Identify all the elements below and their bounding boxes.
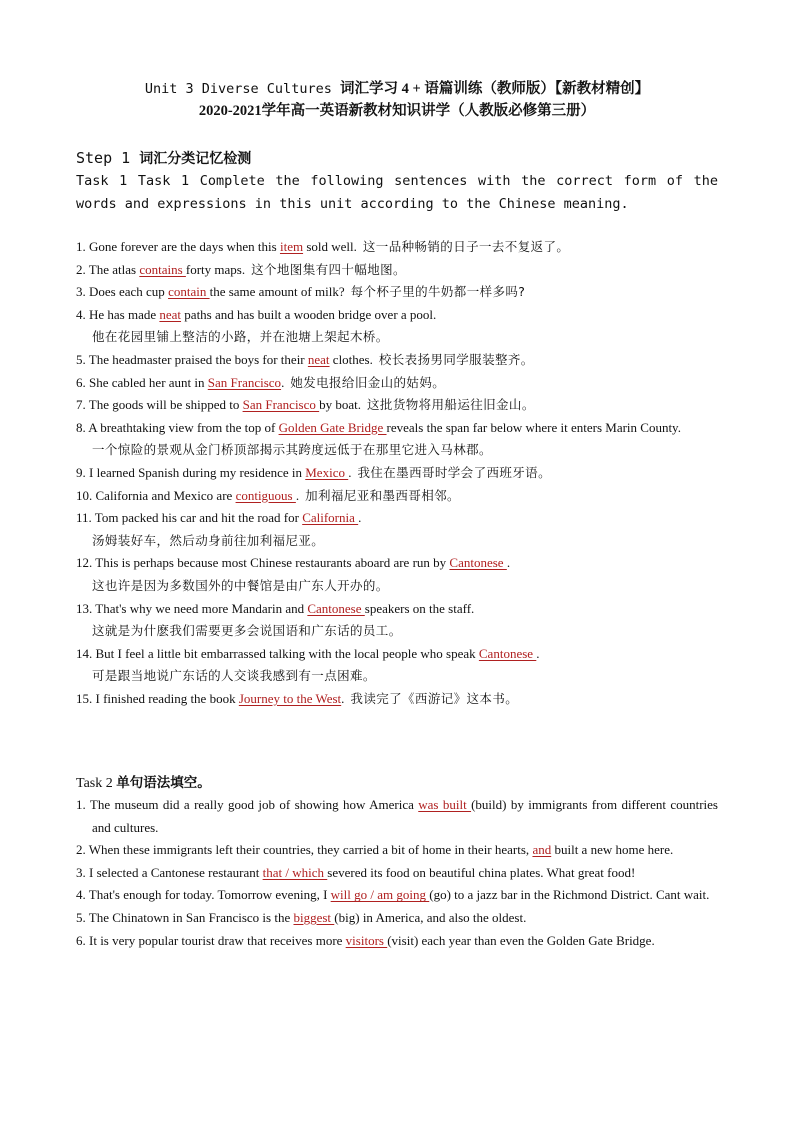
answer-text: was built — [418, 797, 472, 812]
chinese-translation: 这一品种畅销的日子一去不复返了。 — [362, 239, 570, 254]
task1-list — [76, 236, 718, 710]
sentence-text: . — [341, 690, 345, 706]
sentence-text: speakers on the staff. — [364, 600, 475, 616]
sentence-text: (build) by immigrants from different countries and cultures. — [92, 797, 718, 835]
sentence-text: . — [295, 487, 300, 503]
answer-text: contains — [139, 261, 186, 277]
sentence-text: clothes. — [329, 351, 373, 367]
answer-text: neat — [159, 306, 182, 322]
sentence-text: . — [348, 464, 352, 480]
sentence-text: A breathtaking view from the top of — [88, 419, 279, 435]
answer-text: contain — [168, 284, 210, 300]
chinese-translation: 可是跟当地说广东话的人交谈我感到有一点困难。 — [92, 668, 376, 684]
item-number: 9. — [76, 464, 89, 480]
chinese-translation: 我住在墨西哥时学会了西班牙语。 — [357, 464, 551, 480]
sentence-text: . — [536, 645, 540, 661]
answer-text: Journey to the West — [238, 690, 342, 706]
answer-text: California — [302, 510, 359, 526]
answer-text: biggest — [293, 909, 335, 925]
task1-item — [76, 485, 718, 508]
chinese-translation: 每个杯子里的牛奶都一样多吗? — [350, 284, 526, 300]
task2-title: 单句语法填空。 — [116, 775, 211, 791]
task2-item — [76, 862, 718, 885]
sentence-text: I learned Spanish during my residence in — [89, 464, 306, 480]
task2-item — [76, 907, 718, 930]
sentence-text: The goods will be shipped to — [88, 397, 243, 413]
item-number: 11. — [76, 510, 95, 526]
chinese-translation: 这批货物将用船运往旧金山。 — [367, 397, 535, 413]
sentence-text: (big) in America, and also the oldest. — [334, 909, 527, 925]
answer-text: neat — [307, 351, 330, 367]
document-title-line2: 2020-2021学年高一英语新教材知识讲学（人教版必修第三册） — [198, 103, 596, 119]
task2-item — [76, 884, 718, 907]
answer-text: will go / am going — [330, 887, 430, 903]
item-number: 5. — [76, 909, 89, 925]
sentence-text: Gone forever are the days when this — [89, 239, 280, 254]
step1-heading — [76, 148, 251, 169]
item-number: 3. — [76, 284, 89, 300]
sentence-text: paths and has built a wooden bridge over a pool. — [181, 306, 437, 322]
task1-item — [76, 688, 718, 711]
item-number: 7. — [76, 397, 89, 413]
item-number: 13. — [76, 600, 96, 616]
chinese-translation: 这个地图集有四十幅地图。 — [251, 261, 406, 277]
sentence-text: built a new home here. — [551, 842, 674, 858]
sentence-text: The headmaster praised the boys for their — [88, 351, 308, 367]
chinese-translation: 一个惊险的景观从金门桥顶部揭示其跨度远低于在那里它进入马林郡。 — [92, 442, 492, 458]
answer-text: Cantonese — [307, 600, 365, 616]
task1-instruction: Task 1 Task 1 Complete the following sentences with the correct form of the words and expressions in this unit according to the Chinese meaning. — [76, 173, 718, 212]
sentence-text: reveals the span far below where it enters Marin County. — [386, 419, 681, 435]
sentence-text: I finished reading the book — [95, 690, 239, 706]
sentence-text: I selected a Cantonese restaurant — [89, 864, 263, 880]
item-number: 4. — [76, 887, 89, 903]
item-number: 3. — [76, 864, 89, 880]
answer-text: item — [279, 239, 304, 254]
task1-item — [76, 236, 718, 259]
sentence-text: When these immigrants left their countries, they carried a bit of home in their hearts, — [88, 842, 533, 858]
sentence-text: Does each cup — [89, 284, 169, 300]
sentence-text: the same amount of milk? — [209, 284, 345, 300]
answer-text: Mexico — [305, 464, 349, 480]
task1-item — [76, 394, 718, 417]
chinese-translation: 她发电报给旧金山的姑妈。 — [290, 374, 446, 390]
task1-item — [76, 304, 718, 349]
chinese-translation: 他在花园里铺上整洁的小路，并在池塘上架起木桥。 — [92, 329, 389, 345]
answer-text: Golden Gate Bridge — [278, 419, 387, 435]
task1-item — [76, 372, 718, 395]
sentence-text: She cabled her aunt in — [89, 374, 208, 390]
task2-item — [76, 839, 718, 862]
chinese-translation: 汤姆装好车，然后动身前往加利福尼亚。 — [92, 532, 325, 548]
sentence-text: This is perhaps because most Chinese restaurants aboard are run by — [95, 555, 450, 571]
sentence-text: The atlas — [88, 261, 140, 277]
sentence-text: The museum did a really good job of showing how America — [89, 797, 419, 812]
task1-item — [76, 281, 718, 304]
item-number: 6. — [76, 932, 89, 948]
chinese-translation: 我读完了《西游记》这本书。 — [350, 690, 519, 706]
sentence-text: That's enough for today. Tomorrow evening, I — [88, 887, 331, 903]
answer-text: contiguous — [235, 487, 296, 503]
task1-item — [76, 259, 718, 282]
task1-item — [76, 462, 718, 485]
sentence-text: severed its food on beautiful china plates. What great food! — [327, 864, 636, 880]
item-number: 4. — [76, 306, 89, 322]
item-number: 10. — [76, 487, 96, 503]
sentence-text: He has made — [89, 306, 160, 322]
document-title-line1 — [60, 79, 734, 99]
item-number: 15. — [76, 690, 96, 706]
task1-item — [76, 598, 718, 643]
task1-item — [76, 552, 718, 597]
sentence-text: But I feel a little bit embarrassed talking with the local people who speak — [95, 645, 479, 661]
sentence-text: forty maps. — [185, 261, 246, 277]
sentence-text: (visit) each year than even the Golden Gate Bridge. — [387, 932, 655, 948]
sentence-text: . — [281, 374, 285, 390]
sentence-text: Tom packed his car and hit the road for — [94, 510, 303, 526]
answer-text: Cantonese — [478, 645, 537, 661]
task2-item — [76, 794, 718, 839]
task1-item — [76, 643, 718, 688]
answer-text: San Francisco — [242, 397, 320, 413]
sentence-text: . — [358, 510, 362, 526]
sentence-text: sold well. — [303, 239, 357, 254]
title-unit-label: Unit 3 Diverse Cultures — [144, 81, 340, 97]
chinese-translation: 校长表扬男同学服装整齐。 — [378, 351, 534, 367]
answer-text: and — [532, 842, 552, 858]
item-number: 2. — [76, 842, 89, 858]
item-number: 8. — [76, 419, 89, 435]
sentence-text: That's why we need more Mandarin and — [95, 600, 308, 616]
sentence-text: California and Mexico are — [95, 487, 236, 503]
item-number: 1. — [76, 239, 89, 254]
item-number: 2. — [76, 261, 89, 277]
step1-title: 词汇分类记忆检测 — [139, 151, 252, 167]
item-number: 14. — [76, 645, 96, 661]
sentence-text: It is very popular tourist draw that receives more — [89, 932, 346, 948]
chinese-translation: 加利福尼亚和墨西哥相邻。 — [305, 487, 460, 503]
sentence-text: . — [506, 555, 511, 571]
title-cn-label: 词汇学习 4 + 语篇训练（教师版）【新教材精创】 — [339, 81, 650, 97]
chinese-translation: 这也许是因为多数国外的中餐馆是由广东人开办的。 — [92, 577, 389, 593]
sentence-text: (go) to a jazz bar in the Richmond District. Cant wait. — [429, 887, 710, 903]
item-number: 12. — [76, 555, 96, 571]
answer-text: visitors — [345, 932, 388, 948]
answer-text: Cantonese — [449, 555, 507, 571]
item-number: 6. — [76, 374, 89, 390]
step1-label: Step 1 — [76, 149, 140, 167]
task1-item — [76, 507, 718, 552]
sentence-text: by boat. — [319, 397, 362, 413]
task2-heading — [76, 773, 211, 794]
sentence-text: The Chinatown in San Francisco is the — [88, 909, 294, 925]
answer-text: that / which — [262, 864, 328, 880]
task1-item — [76, 417, 718, 462]
answer-text: San Francisco — [207, 374, 282, 390]
task2-label: Task 2 — [76, 776, 117, 791]
task2-item — [76, 930, 718, 953]
task1-item — [76, 349, 718, 372]
task2-list — [76, 794, 718, 952]
chinese-translation: 这就是为什麽我们需要更多会说国语和广东话的员工。 — [92, 623, 402, 639]
item-number: 1. — [76, 797, 90, 812]
item-number: 5. — [76, 351, 89, 367]
